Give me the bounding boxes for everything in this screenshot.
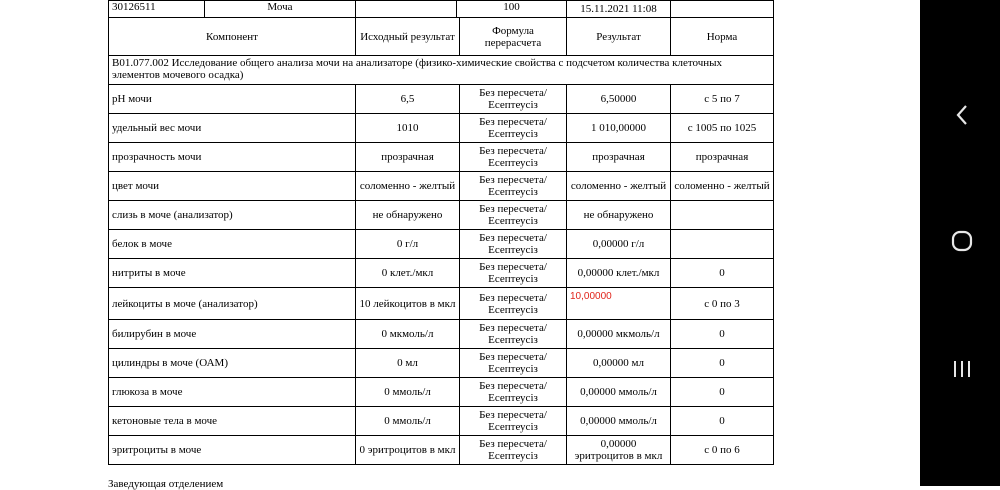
cell-initial: 0 мл — [356, 349, 460, 378]
table-row — [109, 230, 774, 259]
cell-component: pH мочи — [109, 85, 356, 114]
cell-formula: Без пересчета/ Есептеусіз — [460, 349, 567, 378]
cell-result: не обнаружено — [567, 201, 671, 230]
cell-formula: Без пересчета/ Есептеусіз — [460, 288, 567, 320]
cell-result: 0,00000 эритроцитов в мкл — [567, 436, 671, 465]
sample-material: Моча — [267, 1, 293, 13]
table-row — [109, 259, 774, 288]
cell-result: 1 010,00000 — [567, 114, 671, 143]
header-formula: Формула перерасчета — [460, 18, 567, 56]
cell-result: 0,00000 мкмоль/л — [567, 320, 671, 349]
cell-norm: 0 — [671, 407, 774, 436]
cell-component: билирубин в моче — [109, 320, 356, 349]
table-row — [109, 201, 774, 230]
cell-norm: прозрачная — [671, 143, 774, 172]
cell-component: удельный вес мочи — [109, 114, 356, 143]
cell-norm: с 1005 по 1025 — [671, 114, 774, 143]
back-button[interactable] — [942, 95, 982, 135]
cell-formula: Без пересчета/ Есептеусіз — [460, 143, 567, 172]
chevron-left-icon — [954, 103, 970, 127]
cell-initial: 10 лейкоцитов в мкл — [356, 288, 460, 320]
cell-initial: соломенно - желтый — [356, 172, 460, 201]
table-row — [109, 320, 774, 349]
cell-component: нитриты в моче — [109, 259, 356, 288]
cell-result: 0,00000 клет./мкл — [567, 259, 671, 288]
cell-result: 10,00000 — [567, 288, 671, 320]
cell-norm: 0 — [671, 349, 774, 378]
sample-datetime: 15.11.2021 11:08 — [567, 1, 671, 18]
cell-norm: соломенно - желтый — [671, 172, 774, 201]
lab-report — [108, 0, 773, 465]
cell-result: 0,00000 мл — [567, 349, 671, 378]
table-row — [109, 349, 774, 378]
cell-result: 0,00000 ммоль/л — [567, 378, 671, 407]
cell-formula: Без пересчета/ Есептеусіз — [460, 320, 567, 349]
sample-blank — [671, 1, 774, 18]
header-component: Компонент — [109, 18, 356, 56]
section-title: B01.077.002 Исследование общего анализа мочи на анализаторе (физико-химические свойства с подсчетом количества клеточных элементов мочевого осадка) — [109, 56, 774, 85]
table-row — [109, 378, 774, 407]
cell-initial: 6,5 — [356, 85, 460, 114]
cell-initial: 0 ммоль/л — [356, 407, 460, 436]
footer-signature-label: Заведующая отделением — [108, 478, 224, 490]
table-row — [109, 114, 774, 143]
cell-formula: Без пересчета/ Есептеусіз — [460, 407, 567, 436]
cell-formula: Без пересчета/ Есептеусіз — [460, 201, 567, 230]
cell-norm: с 0 по 3 — [671, 288, 774, 320]
cell-initial: 0 клет./мкл — [356, 259, 460, 288]
cell-result: соломенно - желтый — [567, 172, 671, 201]
cell-norm: 0 — [671, 259, 774, 288]
table-row — [109, 172, 774, 201]
section-row — [109, 56, 774, 85]
sample-info-row — [109, 1, 774, 18]
sample-id: 30126511 — [109, 1, 205, 17]
cell-initial: не обнаружено — [356, 201, 460, 230]
cell-result: 0,00000 ммоль/л — [567, 407, 671, 436]
cell-component: эритроциты в моче — [109, 436, 356, 465]
table-header-row — [109, 18, 774, 56]
android-nav-bar — [920, 0, 1000, 486]
page-left-margin — [0, 0, 100, 486]
cell-norm — [671, 230, 774, 259]
cell-component: прозрачность мочи — [109, 143, 356, 172]
cell-formula: Без пересчета/ Есептеусіз — [460, 172, 567, 201]
recents-button[interactable] — [942, 349, 982, 389]
cell-component: лейкоциты в моче (анализатор) — [109, 288, 356, 320]
cell-norm: 0 — [671, 320, 774, 349]
cell-initial: прозрачная — [356, 143, 460, 172]
results-table — [108, 0, 774, 465]
cell-component: кетоновые тела в моче — [109, 407, 356, 436]
cell-formula: Без пересчета/ Есептеусіз — [460, 85, 567, 114]
header-norm: Норма — [671, 18, 774, 56]
cell-norm: с 0 по 6 — [671, 436, 774, 465]
table-row — [109, 85, 774, 114]
circle-home-icon — [950, 229, 974, 253]
three-bars-icon — [950, 357, 974, 381]
cell-formula: Без пересчета/ Есептеусіз — [460, 259, 567, 288]
header-result: Результат — [567, 18, 671, 56]
cell-component: слизь в моче (анализатор) — [109, 201, 356, 230]
cell-norm: 0 — [671, 378, 774, 407]
cell-component: цилиндры в моче (ОАМ) — [109, 349, 356, 378]
cell-result: 0,00000 г/л — [567, 230, 671, 259]
cell-initial: 0 ммоль/л — [356, 378, 460, 407]
table-row — [109, 143, 774, 172]
cell-formula: Без пересчета/ Есептеусіз — [460, 378, 567, 407]
cell-norm — [671, 201, 774, 230]
cell-result: 6,50000 — [567, 85, 671, 114]
cell-initial: 1010 — [356, 114, 460, 143]
header-initial: Исходный результат — [356, 18, 460, 56]
table-row — [109, 288, 774, 320]
cell-initial: 0 эритроцитов в мкл — [356, 436, 460, 465]
cell-initial: 0 мкмоль/л — [356, 320, 460, 349]
table-row — [109, 436, 774, 465]
cell-component: белок в моче — [109, 230, 356, 259]
sample-number: 100 — [456, 1, 566, 17]
cell-formula: Без пересчета/ Есептеусіз — [460, 436, 567, 465]
home-button[interactable] — [942, 221, 982, 261]
cell-component: цвет мочи — [109, 172, 356, 201]
cell-initial: 0 г/л — [356, 230, 460, 259]
cell-norm: с 5 по 7 — [671, 85, 774, 114]
cell-result: прозрачная — [567, 143, 671, 172]
cell-component: глюкоза в моче — [109, 378, 356, 407]
table-row — [109, 407, 774, 436]
cell-formula: Без пересчета/ Есептеусіз — [460, 230, 567, 259]
cell-formula: Без пересчета/ Есептеусіз — [460, 114, 567, 143]
